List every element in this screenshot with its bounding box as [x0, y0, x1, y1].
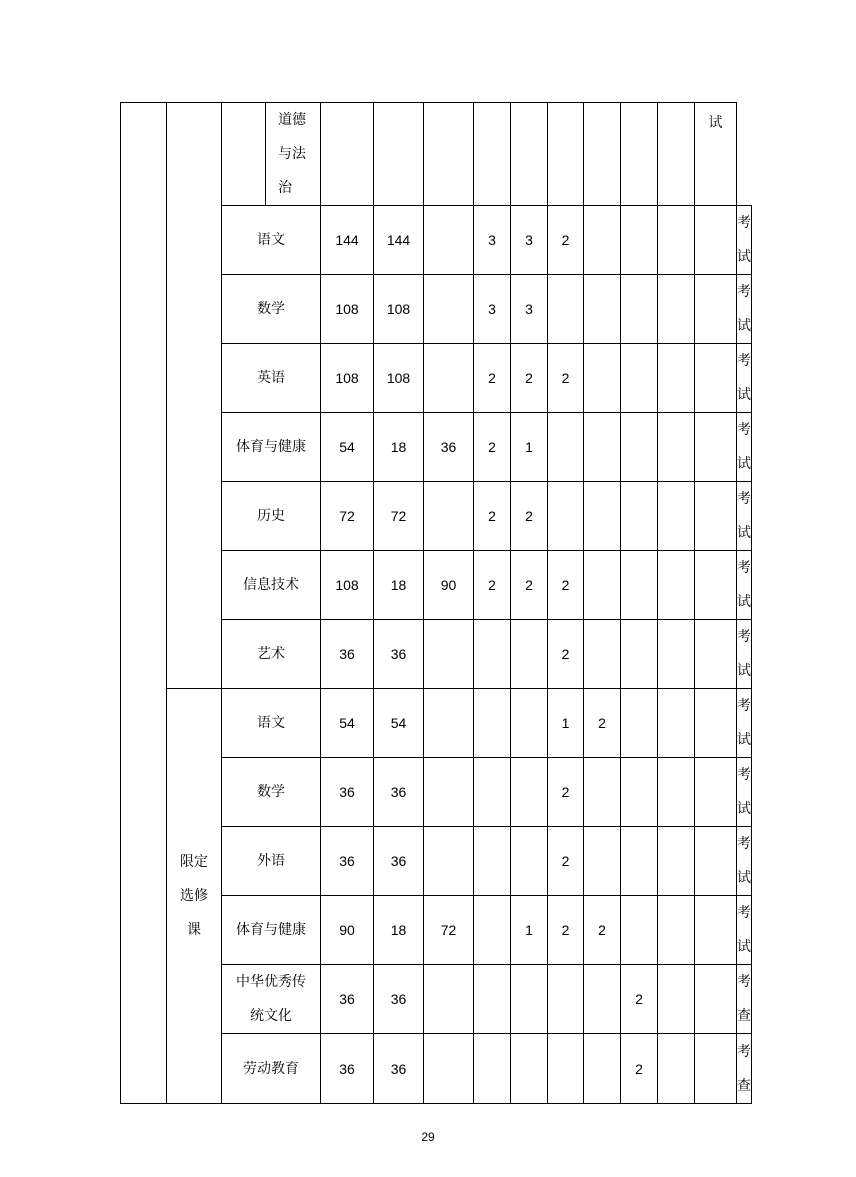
- data-cell: 1: [511, 413, 548, 482]
- data-cell: [548, 965, 584, 1034]
- course-name-cell: [222, 344, 321, 413]
- data-cell: 2: [474, 344, 511, 413]
- data-cell: 3: [474, 206, 511, 275]
- text-line: 历史: [257, 508, 285, 524]
- remark-cell: [737, 206, 752, 275]
- data-cell: [424, 689, 474, 758]
- text-line: 数学: [257, 784, 285, 800]
- data-cell: [424, 965, 474, 1034]
- data-cell: [474, 1034, 511, 1104]
- data-cell: [511, 965, 548, 1034]
- text-line: 考: [737, 491, 751, 507]
- text-line: 考: [737, 836, 751, 852]
- data-cell: [548, 1034, 584, 1104]
- data-cell: 36: [321, 827, 374, 896]
- data-cell: 1: [511, 896, 548, 965]
- text-line: 中华优秀传: [236, 974, 306, 990]
- data-cell: 36: [321, 620, 374, 689]
- data-cell: [321, 103, 374, 206]
- subcategory-cell: [167, 103, 222, 689]
- text-line: 试: [737, 456, 751, 472]
- text-line: 试: [737, 663, 751, 679]
- data-cell: [511, 620, 548, 689]
- data-cell: [621, 896, 658, 965]
- data-cell: [474, 827, 511, 896]
- data-cell: 2: [584, 896, 621, 965]
- data-cell: [474, 758, 511, 827]
- course-name-cell: [222, 206, 321, 275]
- data-cell: 2: [548, 758, 584, 827]
- data-cell: [695, 827, 737, 896]
- data-cell: [695, 275, 737, 344]
- data-cell: [621, 206, 658, 275]
- data-cell: 54: [321, 689, 374, 758]
- text-line: 考: [737, 353, 751, 369]
- data-cell: [658, 482, 695, 551]
- data-cell: 2: [548, 896, 584, 965]
- data-cell: [424, 827, 474, 896]
- data-cell: 54: [321, 413, 374, 482]
- data-cell: [584, 344, 621, 413]
- course-name-cell: [222, 965, 321, 1034]
- text-line: 劳动教育: [243, 1060, 299, 1077]
- remark-cell: [737, 344, 752, 413]
- course-name-cell: [222, 275, 321, 344]
- blank-cell: [222, 103, 266, 206]
- data-cell: 72: [321, 482, 374, 551]
- data-cell: 36: [374, 620, 424, 689]
- data-cell: [621, 758, 658, 827]
- text-line: 查: [737, 1008, 751, 1024]
- data-cell: [511, 827, 548, 896]
- data-cell: [584, 103, 621, 206]
- text-line: 考: [737, 629, 751, 645]
- data-cell: [584, 965, 621, 1034]
- data-cell: [584, 1034, 621, 1104]
- data-cell: 2: [548, 620, 584, 689]
- course-name-cell: [222, 482, 321, 551]
- text-line: 与法: [278, 146, 306, 162]
- data-cell: 90: [321, 896, 374, 965]
- table-row: [121, 103, 752, 206]
- data-cell: 3: [511, 275, 548, 344]
- course-name-cell: [222, 827, 321, 896]
- course-name-cell: [222, 413, 321, 482]
- data-cell: [658, 1034, 695, 1104]
- remark-cell: [737, 758, 752, 827]
- group-label-cell: [167, 689, 222, 1104]
- table-row: [121, 689, 752, 758]
- data-cell: [621, 689, 658, 758]
- category-cell: [121, 103, 167, 1104]
- data-cell: 2: [621, 1034, 658, 1104]
- data-cell: [658, 689, 695, 758]
- data-cell: [658, 551, 695, 620]
- data-cell: [424, 758, 474, 827]
- data-cell: [474, 965, 511, 1034]
- data-cell: [474, 896, 511, 965]
- data-cell: [695, 482, 737, 551]
- data-cell: [474, 620, 511, 689]
- text-line: 试: [737, 594, 751, 610]
- data-cell: 1: [548, 689, 584, 758]
- text-line: 考: [737, 560, 751, 576]
- data-cell: 108: [321, 344, 374, 413]
- course-name-cell: [222, 620, 321, 689]
- remark-cell: [737, 1034, 752, 1104]
- remark-cell: [737, 482, 752, 551]
- data-cell: [658, 103, 695, 206]
- remark-cell: [737, 620, 752, 689]
- text-line: 试: [737, 801, 751, 817]
- data-cell: [424, 1034, 474, 1104]
- text-line: 试: [708, 115, 723, 131]
- data-cell: [584, 275, 621, 344]
- data-cell: [658, 413, 695, 482]
- course-name-cell: [222, 551, 321, 620]
- text-line: 试: [737, 732, 751, 748]
- data-cell: 2: [511, 551, 548, 620]
- data-cell: 18: [374, 551, 424, 620]
- text-line: 道德: [278, 112, 306, 128]
- data-cell: 2: [548, 827, 584, 896]
- data-cell: [621, 620, 658, 689]
- data-cell: 108: [374, 275, 424, 344]
- data-cell: [584, 206, 621, 275]
- data-cell: 144: [321, 206, 374, 275]
- data-cell: 18: [374, 413, 424, 482]
- text-line: 考: [737, 215, 751, 231]
- text-line: 治: [278, 180, 292, 196]
- data-cell: [474, 689, 511, 758]
- data-cell: [621, 344, 658, 413]
- data-cell: 144: [374, 206, 424, 275]
- data-cell: [424, 275, 474, 344]
- data-cell: [424, 103, 474, 206]
- data-cell: [424, 620, 474, 689]
- data-cell: [548, 413, 584, 482]
- data-cell: 2: [584, 689, 621, 758]
- data-cell: [474, 103, 511, 206]
- data-cell: 72: [374, 482, 424, 551]
- data-cell: [584, 827, 621, 896]
- data-cell: 2: [548, 344, 584, 413]
- text-line: 外语: [257, 853, 285, 869]
- remark-cell: [737, 896, 752, 965]
- data-cell: 36: [321, 965, 374, 1034]
- data-cell: [584, 413, 621, 482]
- data-cell: [621, 482, 658, 551]
- data-cell: 108: [321, 275, 374, 344]
- data-cell: [695, 344, 737, 413]
- course-name-cell: [222, 758, 321, 827]
- data-cell: [658, 758, 695, 827]
- text-line: 查: [737, 1077, 751, 1094]
- curriculum-table: [120, 102, 752, 1104]
- data-cell: 3: [511, 206, 548, 275]
- data-cell: [658, 275, 695, 344]
- data-cell: [621, 103, 658, 206]
- data-cell: 108: [321, 551, 374, 620]
- remark-cell: [737, 413, 752, 482]
- data-cell: 2: [511, 482, 548, 551]
- data-cell: [695, 689, 737, 758]
- data-cell: [424, 482, 474, 551]
- data-cell: [621, 827, 658, 896]
- data-cell: [584, 482, 621, 551]
- text-line: 考: [737, 1043, 751, 1060]
- data-cell: 2: [474, 551, 511, 620]
- text-line: 语文: [257, 232, 285, 248]
- text-line: 信息技术: [243, 577, 299, 593]
- data-cell: 108: [374, 344, 424, 413]
- data-cell: [695, 1034, 737, 1104]
- data-cell: [511, 1034, 548, 1104]
- data-cell: [695, 758, 737, 827]
- data-cell: 36: [321, 1034, 374, 1104]
- data-cell: 36: [424, 413, 474, 482]
- data-cell: [584, 551, 621, 620]
- text-line: 试: [737, 525, 751, 541]
- data-cell: 90: [424, 551, 474, 620]
- data-cell: 3: [474, 275, 511, 344]
- course-name-cell: [222, 689, 321, 758]
- data-cell: [511, 689, 548, 758]
- text-line: 考: [737, 284, 751, 300]
- data-cell: 18: [374, 896, 424, 965]
- data-cell: [658, 896, 695, 965]
- text-line: 选修: [180, 888, 208, 904]
- text-line: 试: [737, 870, 751, 886]
- data-cell: [511, 758, 548, 827]
- data-cell: [511, 103, 548, 206]
- data-cell: [584, 758, 621, 827]
- text-line: 数学: [257, 301, 285, 317]
- data-cell: [621, 551, 658, 620]
- text-line: 考: [737, 974, 751, 990]
- data-cell: [424, 344, 474, 413]
- data-cell: [695, 551, 737, 620]
- data-cell: [658, 344, 695, 413]
- data-cell: [548, 103, 584, 206]
- data-cell: [658, 620, 695, 689]
- text-line: 艺术: [257, 646, 285, 662]
- data-cell: [695, 965, 737, 1034]
- data-cell: [695, 896, 737, 965]
- page-number: 29: [421, 1130, 435, 1144]
- data-cell: 2: [548, 551, 584, 620]
- course-name-cell: [266, 103, 321, 206]
- data-cell: 54: [374, 689, 424, 758]
- data-cell: [695, 206, 737, 275]
- data-cell: [658, 965, 695, 1034]
- data-cell: 2: [511, 344, 548, 413]
- data-cell: [424, 206, 474, 275]
- text-line: 体育与健康: [236, 439, 306, 455]
- text-line: 试: [737, 387, 751, 403]
- data-cell: [584, 620, 621, 689]
- remark-cell: [695, 103, 737, 206]
- text-line: 英语: [257, 370, 285, 386]
- data-cell: 2: [474, 482, 511, 551]
- data-cell: 2: [621, 965, 658, 1034]
- data-cell: [621, 413, 658, 482]
- course-name-cell: [222, 1034, 321, 1104]
- text-line: 考: [737, 767, 751, 783]
- remark-cell: [737, 689, 752, 758]
- remark-cell: [737, 275, 752, 344]
- text-line: 考: [737, 422, 751, 438]
- text-line: 限定: [180, 854, 208, 870]
- data-cell: 36: [374, 758, 424, 827]
- data-cell: [374, 103, 424, 206]
- text-line: 考: [737, 905, 751, 921]
- text-line: 考: [737, 698, 751, 714]
- data-cell: 36: [374, 965, 424, 1034]
- data-cell: 36: [374, 1034, 424, 1104]
- text-line: 语文: [257, 715, 285, 731]
- data-cell: [658, 206, 695, 275]
- text-line: 体育与健康: [236, 922, 306, 938]
- remark-cell: [737, 551, 752, 620]
- remark-wrap: [695, 103, 736, 140]
- data-cell: [658, 827, 695, 896]
- text-line: 试: [737, 318, 751, 334]
- data-cell: [695, 620, 737, 689]
- data-cell: [548, 482, 584, 551]
- data-cell: 2: [474, 413, 511, 482]
- data-cell: [621, 275, 658, 344]
- data-cell: 36: [374, 827, 424, 896]
- remark-cell: [737, 827, 752, 896]
- data-cell: 36: [321, 758, 374, 827]
- data-cell: [548, 275, 584, 344]
- course-name-cell: [222, 896, 321, 965]
- remark-cell: [737, 965, 752, 1034]
- text-line: 试: [737, 939, 751, 955]
- text-line: 课: [187, 922, 201, 938]
- data-cell: [695, 413, 737, 482]
- data-cell: 2: [548, 206, 584, 275]
- text-line: 统文化: [250, 1008, 292, 1024]
- data-cell: 72: [424, 896, 474, 965]
- text-line: 试: [737, 249, 751, 265]
